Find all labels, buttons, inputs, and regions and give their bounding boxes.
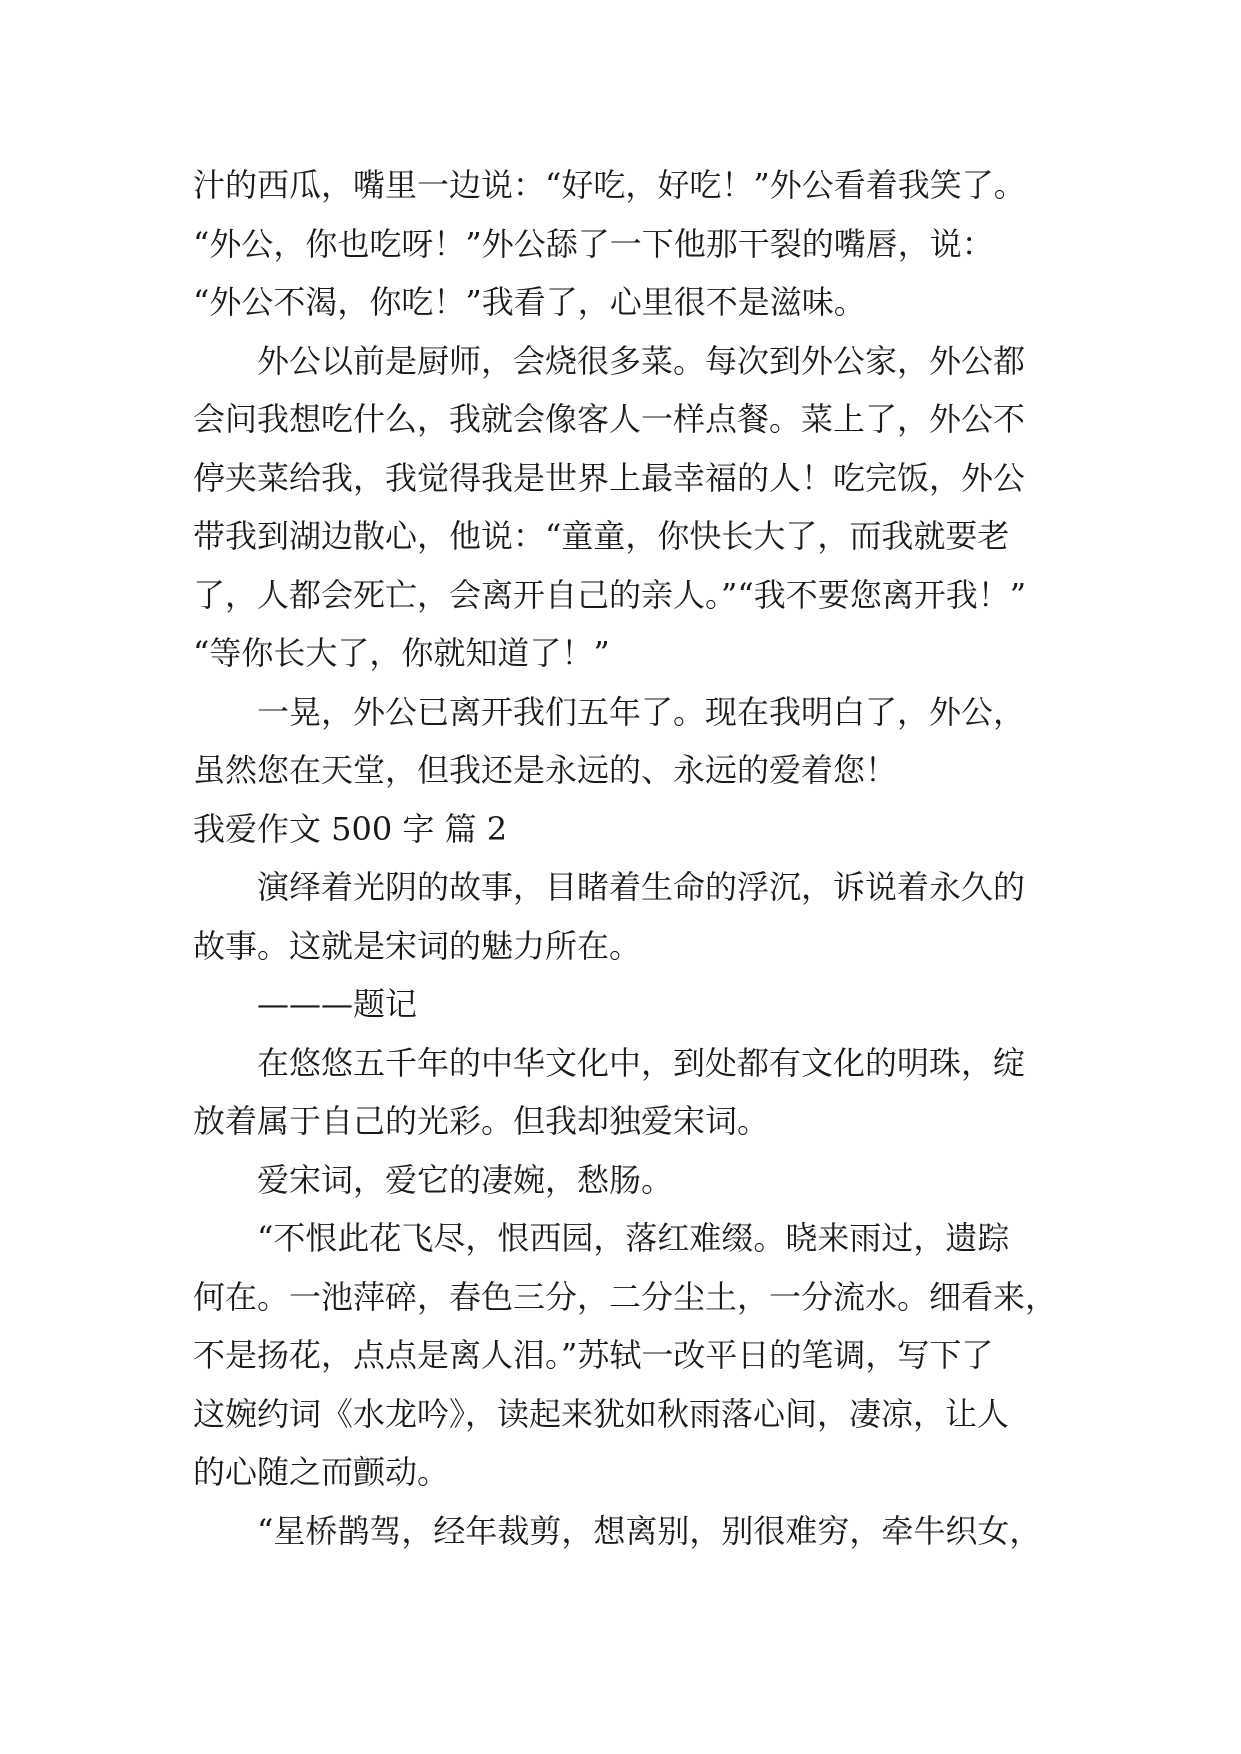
text-line: 汁的西瓜，嘴里一边说：“好吃，好吃！”外公看着我笑了。 — [193, 166, 1026, 204]
section-heading: 我爱作文 500 字 篇 2 — [193, 809, 508, 848]
paragraph-start-line: 一晃，外公已离开我们五年了。现在我明白了，外公， — [257, 692, 1026, 731]
text-line: 何在。一池萍碎，春色三分，二分尘土，一分流水。细看来， — [193, 1277, 1058, 1316]
paragraph-start-line: “星桥鹊驾，经年裁剪，想离别，别很难穷，牵牛织女， — [257, 1511, 1042, 1550]
text-line: “外公不渴，你吃！”我看了，心里很不是滋味。 — [193, 283, 866, 321]
essay-body — [193, 156, 1093, 1560]
text-line: 这婉约词《水龙吟》，读起来犹如秋雨落心间，凄凉，让人 — [193, 1394, 1010, 1433]
text-line: 了，人都会死亡，会离开自己的亲人。”“我不要您离开我！” — [193, 575, 1027, 614]
text-line: 故事。这就是宋词的魅力所在。 — [193, 926, 642, 965]
paragraph-start-line: 外公以前是厨师，会烧很多菜。每次到外公家，外公都 — [257, 341, 1026, 380]
inscription-line: ———题记 — [257, 985, 418, 1023]
text-line: 虽然您在天堂，但我还是永远的、永远的爱着您！ — [193, 751, 898, 789]
paragraph-start-line: 演绎着光阴的故事，目睹着生命的浮沉，诉说着永久的 — [257, 868, 1026, 906]
paragraph-start-line: 爱宋词，爱它的凄婉，愁肠。 — [257, 1160, 674, 1199]
text-line: “外公，你也吃呀！”外公舔了一下他那干裂的嘴唇，说： — [193, 224, 994, 263]
text-line: 不是扬花，点点是离人泪。”苏轼一改平日的笔调，写下了 — [193, 1336, 994, 1374]
text-line: “等你长大了，你就知道了！” — [193, 634, 610, 672]
text-line: 停夹菜给我，我觉得我是世界上最幸福的人！吃完饭，外公 — [193, 458, 1026, 497]
text-line: 带我到湖边散心，他说：“童童，你快长大了，而我就要老 — [193, 517, 1010, 555]
text-line: 会问我想吃什么，我就会像客人一样点餐。菜上了，外公不 — [193, 400, 1026, 438]
paragraph-start-line: 在悠悠五千年的中华文化中，到处都有文化的明珠，绽 — [257, 1043, 1026, 1082]
text-line: 的心随之而颤动。 — [193, 1453, 450, 1491]
paragraph-start-line: “不恨此花飞尽，恨西园，落红难缀。晓来雨过，遗踪 — [257, 1219, 1010, 1257]
text-line: 放着属于自己的光彩。但我却独爱宋词。 — [193, 1102, 770, 1140]
